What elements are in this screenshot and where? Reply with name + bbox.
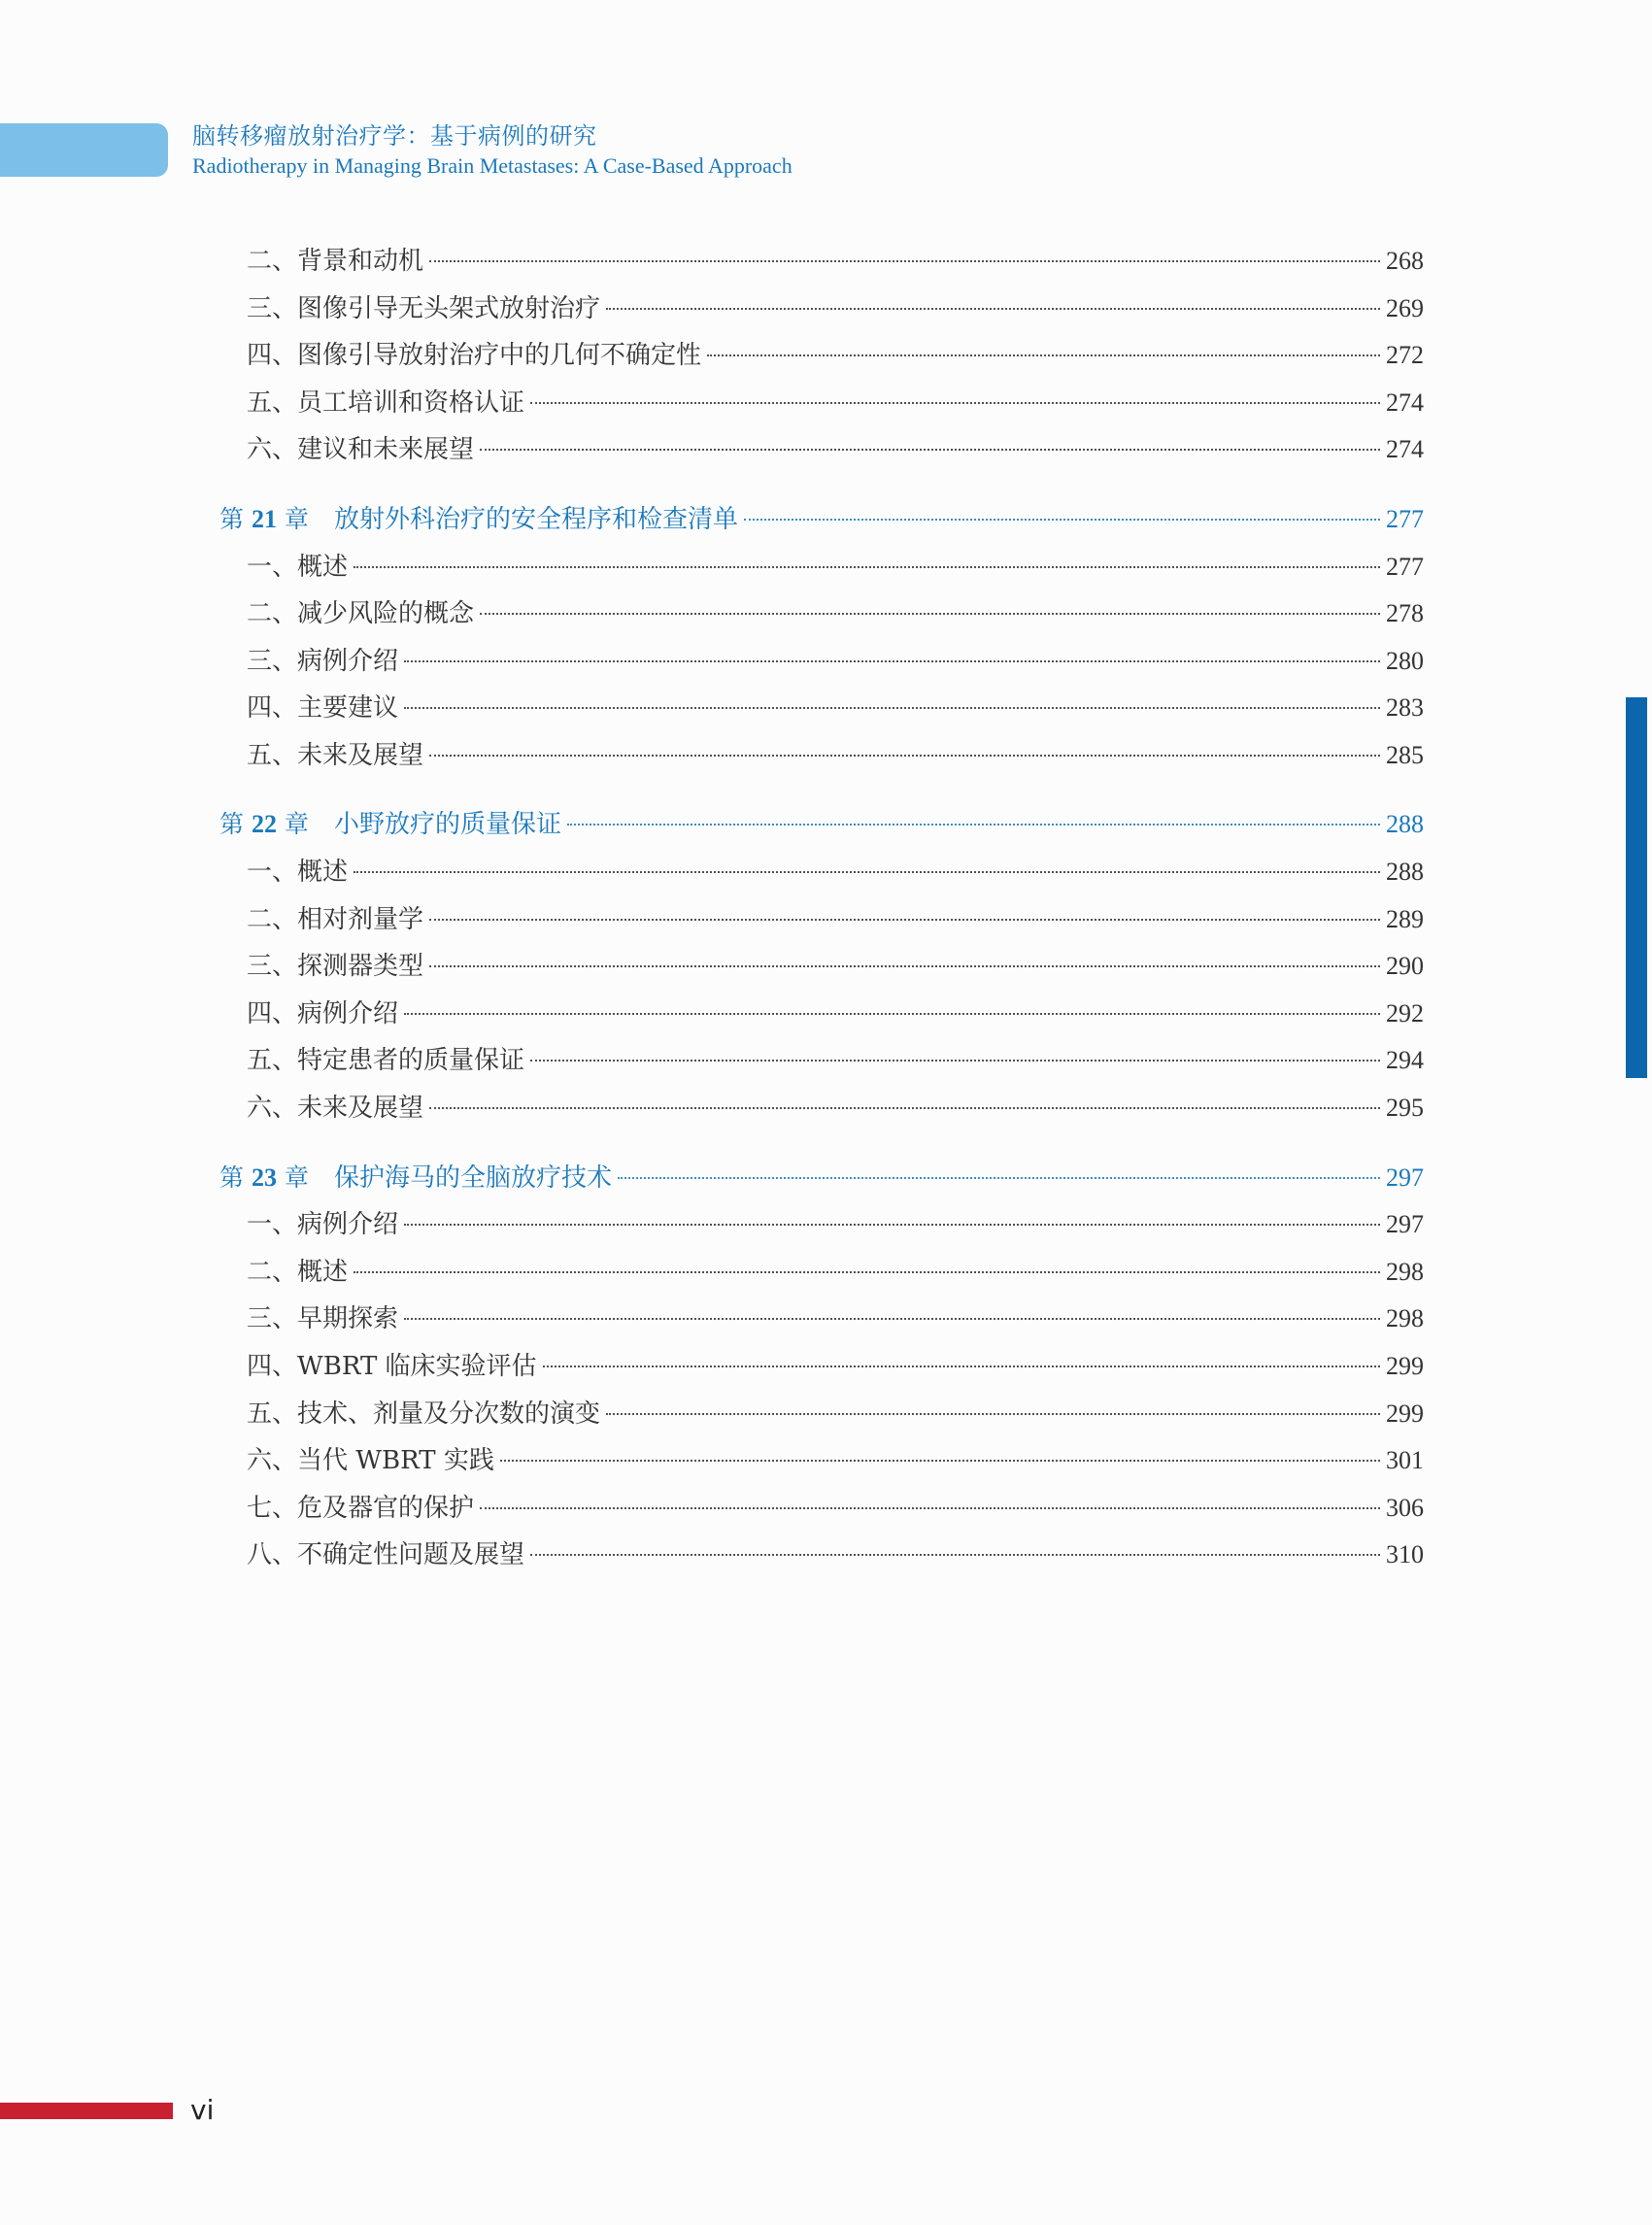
toc-page-number: 288 [1386,858,1424,886]
toc-entry-title: 六、当代 WBRT 实践 [247,1446,494,1476]
toc-entry-row [0,1089,1424,1128]
toc-entry-title: 三、图像引导无头架式放射治疗 [247,293,601,323]
toc-page-number: 297 [1386,1163,1424,1192]
chapter-prefix: 第 [219,810,245,839]
toc-entry-title: 三、早期探索 [247,1304,399,1334]
toc-entry-row [0,642,1424,681]
toc-page-number: 268 [1386,247,1424,275]
header-color-tab [0,123,168,177]
toc-entry-title: 一、概述 [247,552,349,582]
toc-entry-row [0,1041,1424,1080]
dot-leader [404,1224,1380,1226]
toc-page-number: 283 [1386,693,1424,723]
chapter-title: 小野放疗的质量保证 [333,810,561,840]
toc-entry-row [0,736,1424,775]
toc-entry-row [0,947,1424,986]
toc-chapter-row [0,500,1424,539]
toc-page-number: 289 [1386,904,1424,933]
dot-leader [429,260,1380,262]
dot-leader [707,354,1380,356]
dot-leader [429,755,1380,757]
toc-page-number: 298 [1386,1304,1424,1333]
dot-leader [404,1013,1380,1015]
toc-entry-title: 四、图像引导放射治疗中的几何不确定性 [247,341,702,371]
toc-entry-title: 五、特定患者的质量保证 [247,1046,525,1076]
toc-entry-row [0,689,1424,727]
toc-entry-title: 一、病例介绍 [247,1210,399,1240]
toc-entry-row [0,336,1424,375]
toc-page-number: 299 [1386,1351,1424,1380]
chapter-number: 23 [251,1163,277,1192]
toc-entry-row [0,853,1424,892]
toc-page-number: 306 [1386,1493,1424,1522]
dot-leader [354,1271,1380,1273]
chapter-label [219,500,309,539]
toc-entry-title: 一、概述 [247,858,349,887]
page-number: vi [190,2094,215,2126]
toc-entry-row [0,430,1424,469]
book-title-chinese: 脑转移瘤放射治疗学：基于病例的研究 [192,122,597,150]
dot-leader [543,1365,1380,1367]
toc-entry-title: 二、概述 [247,1257,349,1287]
dot-leader [429,919,1380,921]
toc-entry-row [0,1299,1424,1338]
toc-entry-title: 五、员工培训和资格认证 [247,388,525,418]
toc-page-number: 301 [1386,1446,1424,1475]
toc-page-number: 292 [1386,998,1424,1028]
toc-page-number: 277 [1386,504,1424,533]
toc-entry-row [0,900,1424,939]
toc-page-number: 274 [1386,388,1424,417]
toc-page-number: 272 [1386,341,1424,370]
toc-page-number: 310 [1386,1540,1424,1569]
section-edge-marker [1626,697,1647,1078]
dot-leader [404,707,1380,709]
toc-entry-title: 四、WBRT 临床实验评估 [247,1351,537,1381]
toc-entry-title: 二、减少风险的概念 [247,599,475,629]
toc-page-number: 274 [1386,435,1424,464]
dot-leader [354,566,1380,568]
toc-entry-title: 三、病例介绍 [247,646,399,676]
chapter-prefix: 第 [219,504,245,533]
toc-page-number: 299 [1386,1399,1424,1428]
toc-page-number: 285 [1386,740,1424,769]
chapter-number: 21 [251,504,277,533]
toc-page-number: 278 [1386,599,1424,628]
chapter-number: 22 [251,810,277,839]
toc-entry-row [0,1205,1424,1244]
toc-page-number: 297 [1386,1210,1424,1239]
toc-page-number: 298 [1386,1257,1424,1286]
toc-entry-title: 四、主要建议 [247,693,399,724]
toc-chapter-row [0,805,1424,844]
toc-entry-title: 三、探测器类型 [247,952,424,982]
dot-leader [500,1460,1380,1462]
toc-entry-row [0,548,1424,587]
dot-leader [429,965,1380,967]
chapter-label [219,805,309,844]
toc-entry-row [0,1347,1424,1386]
dot-leader [354,871,1380,873]
toc-entry-row [0,289,1424,328]
toc-entry-title: 六、未来及展望 [247,1094,424,1123]
toc-entry-title: 五、技术、剂量及分次数的演变 [247,1399,601,1429]
dot-leader [480,1507,1380,1509]
toc-entry-row [0,1489,1424,1528]
toc-entry-row [0,594,1424,633]
toc-entry-row [0,995,1424,1033]
chapter-suffix: 章 [284,810,309,839]
dot-leader [480,449,1380,451]
toc-entry-title: 八、不确定性问题及展望 [247,1540,525,1570]
dot-leader [404,1318,1380,1320]
toc-chapter-row [0,1159,1424,1197]
toc-page-number: 290 [1386,952,1424,981]
toc-page-number: 269 [1386,293,1424,322]
toc-entry-title: 七、危及器官的保护 [247,1493,475,1523]
dot-leader [404,660,1380,662]
chapter-title: 保护海马的全脑放疗技术 [333,1163,612,1193]
dot-leader [530,1060,1380,1062]
chapter-suffix: 章 [284,504,309,533]
toc-page-number: 280 [1386,646,1424,675]
dot-leader [480,613,1380,615]
chapter-suffix: 章 [284,1163,309,1192]
dot-leader [606,1413,1380,1415]
chapter-label [219,1159,309,1197]
toc-entry-title: 五、未来及展望 [247,740,424,770]
toc-page-number: 295 [1386,1094,1424,1122]
chapter-title: 放射外科治疗的安全程序和检查清单 [333,504,738,534]
dot-leader [606,308,1380,310]
chapter-prefix: 第 [219,1163,245,1192]
toc-page-number: 277 [1386,552,1424,581]
toc-entry-title: 二、背景和动机 [247,247,424,276]
dot-leader [530,402,1380,404]
dot-leader [429,1107,1380,1109]
footer-color-bar [0,2103,173,2119]
book-title-english: Radiotherapy in Managing Brain Metastases: A Case-Based Approach [192,153,792,178]
dot-leader [744,519,1380,521]
toc-entry-title: 六、建议和未来展望 [247,435,475,465]
running-header [192,120,792,181]
toc-entry-row [0,1395,1424,1433]
toc-entry-row [0,1441,1424,1480]
toc-entry-row [0,1535,1424,1574]
toc-entry-row [0,1253,1424,1292]
dot-leader [530,1554,1380,1556]
dot-leader [567,824,1380,826]
toc-entry-title: 二、相对剂量学 [247,904,424,934]
toc-entry-row [0,384,1424,422]
toc-page-number: 294 [1386,1046,1424,1075]
toc-page-number: 288 [1386,810,1424,839]
dot-leader [618,1177,1380,1179]
toc-entry-row [0,242,1424,281]
toc-entry-title: 四、病例介绍 [247,998,399,1028]
